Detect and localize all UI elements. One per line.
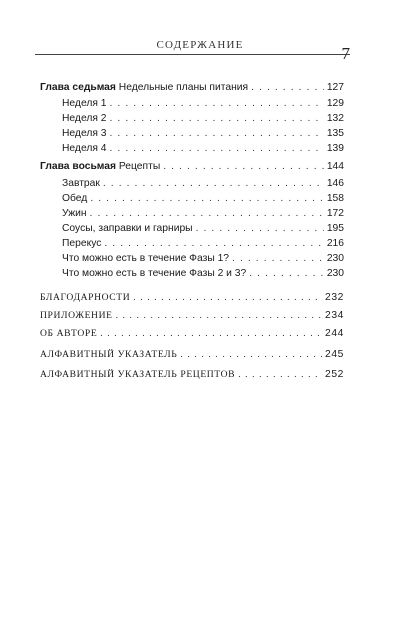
toc-section xyxy=(40,328,344,342)
toc-entry-label: Что можно есть в течение Фазы 2 и 3? xyxy=(62,268,247,279)
toc-page-number: 232 xyxy=(325,292,344,303)
toc-page-number: 158 xyxy=(326,193,344,204)
toc-entry-label: Неделя 2 xyxy=(62,113,107,124)
dot-leader xyxy=(110,143,324,154)
toc-page-number: 234 xyxy=(325,310,344,321)
chapter-prefix: Глава седьмая xyxy=(40,82,116,93)
toc-entry xyxy=(62,253,344,267)
toc-entry xyxy=(62,178,344,192)
dot-leader xyxy=(110,113,324,124)
toc-page-number: 172 xyxy=(326,208,344,219)
toc-page-number: 230 xyxy=(326,253,344,264)
toc-page-number: 144 xyxy=(326,161,344,172)
dot-leader xyxy=(180,349,322,360)
dot-leader xyxy=(133,292,322,303)
toc-page-number: 127 xyxy=(326,82,344,93)
toc-entry-label: Неделя 4 xyxy=(62,143,107,154)
toc-entry-label: Завтрак xyxy=(62,178,100,189)
toc-entry xyxy=(62,128,344,142)
toc-entry-label: Обед xyxy=(62,193,88,204)
toc-entry xyxy=(62,268,344,282)
toc-entry-label: Неделя 3 xyxy=(62,128,107,139)
dot-leader xyxy=(100,328,322,339)
chapter-prefix: Глава восьмая xyxy=(40,161,116,172)
toc-entry xyxy=(62,223,344,237)
toc-entry xyxy=(62,238,344,252)
dot-leader xyxy=(116,310,322,321)
toc-entry-label: Соусы, заправки и гарниры xyxy=(62,223,193,234)
toc-entry xyxy=(62,113,344,127)
toc-page-number: 245 xyxy=(325,349,344,360)
dot-leader xyxy=(90,193,324,204)
dot-leader xyxy=(90,208,324,219)
toc-chapter-7 xyxy=(40,82,344,96)
toc-page-number: 195 xyxy=(326,223,344,234)
toc-page-number: 216 xyxy=(326,238,344,249)
toc-section xyxy=(40,310,344,324)
toc-entry-label: Ужин xyxy=(62,208,87,219)
toc-entry xyxy=(62,143,344,157)
toc-section-label: АЛФАВИТНЫЙ УКАЗАТЕЛЬ РЕЦЕПТОВ xyxy=(40,369,236,380)
toc-page-number: 244 xyxy=(325,328,344,339)
dot-leader xyxy=(104,238,323,249)
toc-entry xyxy=(62,98,344,112)
toc-page-number: 135 xyxy=(326,128,344,139)
toc-section xyxy=(40,349,344,363)
toc-page-number: 132 xyxy=(326,113,344,124)
dot-leader xyxy=(238,369,322,380)
toc-entry-label: Неделя 1 xyxy=(62,98,107,109)
toc-page-number: 139 xyxy=(326,143,344,154)
toc-section xyxy=(40,292,344,306)
toc-page-number: 129 xyxy=(326,98,344,109)
dot-leader xyxy=(251,82,324,93)
toc-page-number: 146 xyxy=(326,178,344,189)
toc-entry xyxy=(62,193,344,207)
toc-entry xyxy=(62,208,344,222)
toc-entry-label: Перекус xyxy=(62,238,102,249)
toc-section-label: ОБ АВТОРЕ xyxy=(40,328,98,339)
dot-leader xyxy=(163,161,324,172)
toc-section-label: БЛАГОДАРНОСТИ xyxy=(40,292,131,303)
header-rule xyxy=(35,54,350,55)
page-number: 7 xyxy=(341,44,350,63)
running-header-title: СОДЕРЖАНИЕ xyxy=(156,39,244,51)
toc-page-number: 230 xyxy=(326,268,344,279)
dot-leader xyxy=(110,128,324,139)
dot-leader xyxy=(110,98,324,109)
toc-section-label: ПРИЛОЖЕНИЕ xyxy=(40,310,113,321)
toc-page-number: 252 xyxy=(325,369,344,380)
toc-chapter-8 xyxy=(40,161,344,175)
chapter-title: Недельные планы питания xyxy=(118,82,249,93)
dot-leader xyxy=(249,268,324,279)
dot-leader xyxy=(232,253,324,264)
toc-section-label: АЛФАВИТНЫЙ УКАЗАТЕЛЬ xyxy=(40,349,178,360)
toc-entry-label: Что можно есть в течение Фазы 1? xyxy=(62,253,230,264)
page-header xyxy=(0,39,400,65)
chapter-title: Рецепты xyxy=(118,161,161,172)
dot-leader xyxy=(103,178,324,189)
dot-leader xyxy=(196,223,324,234)
toc-section xyxy=(40,369,344,383)
